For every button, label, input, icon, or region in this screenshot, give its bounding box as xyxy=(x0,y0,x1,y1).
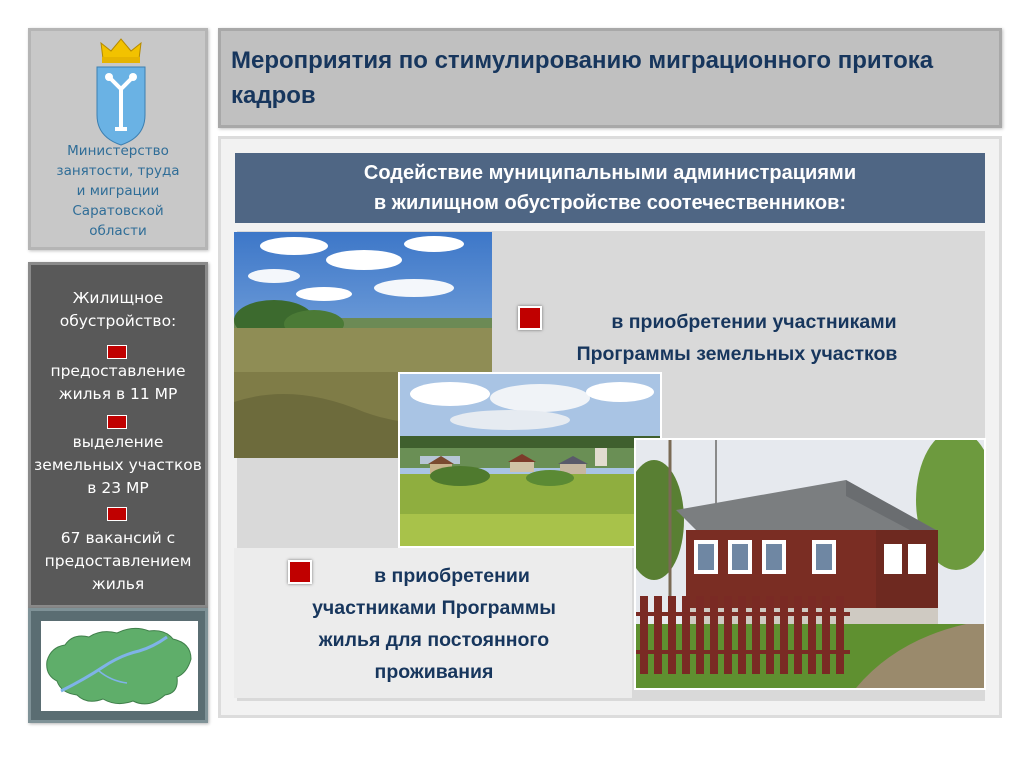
ministry-name: Министерство занятости, труда и миграции Саратовской области xyxy=(56,143,180,239)
header-panel xyxy=(218,28,1002,128)
land-plots-text: в приобретении участниками Программы земельных участков xyxy=(576,311,898,365)
red-marker-icon xyxy=(107,345,127,359)
housing-info-panel xyxy=(28,262,208,608)
info-item-vacancies: 67 вакансий с предоставлением жилья xyxy=(44,529,192,593)
house-photo xyxy=(634,438,986,690)
housing-title: Жилищное обустройство: xyxy=(59,289,177,330)
village-photo xyxy=(398,372,662,548)
red-marker-icon xyxy=(107,507,127,521)
region-map-icon xyxy=(41,621,198,711)
coat-of-arms-icon xyxy=(91,37,151,149)
section-heading: Содействие муниципальными администрациями в жилищном обустройстве соотечественников: xyxy=(235,153,985,223)
emblem-panel xyxy=(28,28,208,250)
info-item-housing: предоставление жилья в 11 МР xyxy=(50,362,186,403)
page-title: Мероприятия по стимулированию миграционного притока кадров xyxy=(231,47,934,109)
red-marker-icon xyxy=(107,415,127,429)
housing-purchase-text: в приобретении участниками Программы жилья для постоянного проживания xyxy=(312,565,556,683)
info-item-land: выделение земельных участков в 23 МР xyxy=(34,433,202,497)
map-panel xyxy=(28,608,208,723)
